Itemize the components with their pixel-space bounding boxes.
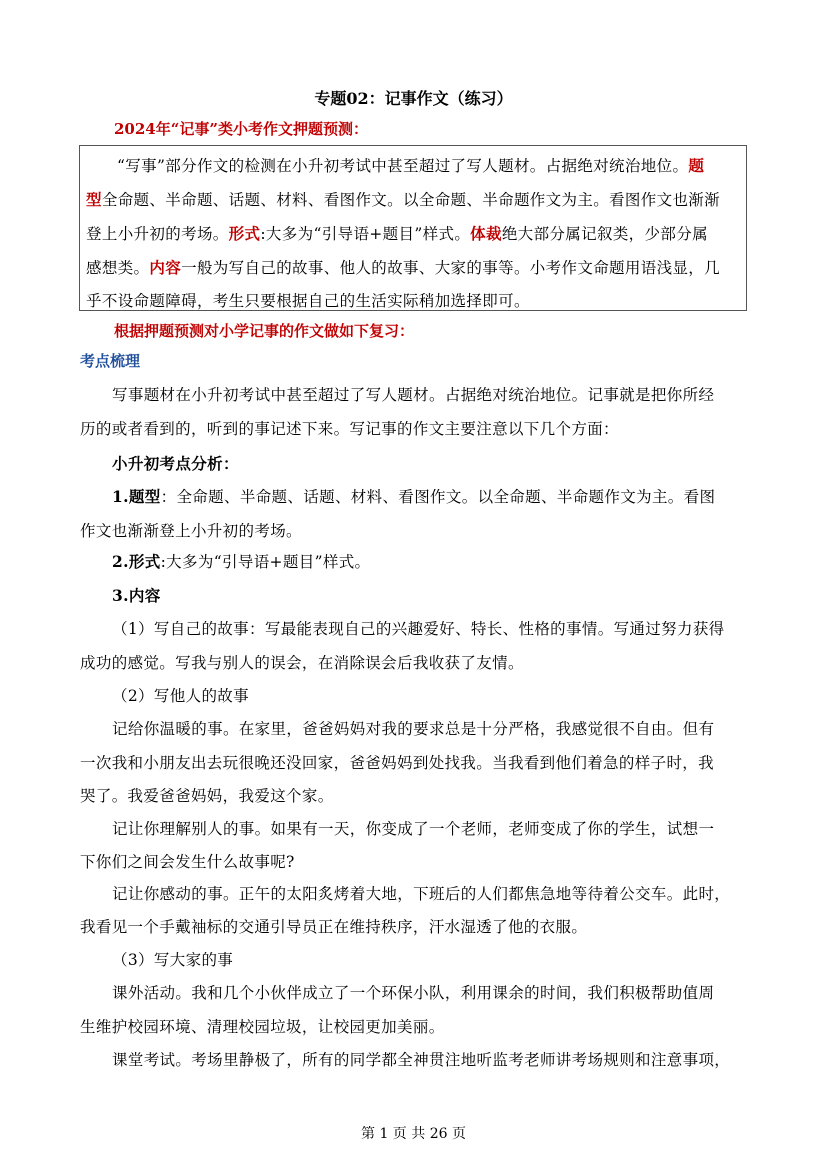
paragraph-line: 我看见一个手戴袖标的交通引导员正在维持秩序，汗水湿透了他的衣服。 xyxy=(80,918,588,936)
paragraph-line: 下你们之间会发生什么故事呢? xyxy=(80,853,295,871)
analysis-heading: 小升初考点分析： xyxy=(112,454,239,473)
paragraph-line: 记给你温暖的事。在家里，爸爸妈妈对我的要求总是十分严格，我感觉很不自由。但有 xyxy=(112,720,715,738)
paragraph-line: 记让你理解别人的事。如果有一天，你变成了一个老师，老师变成了你的学生，试想一 xyxy=(112,820,715,838)
paragraph-line: 课堂考试。考场里静极了，所有的同学都全神贯注地听监考老师讲考场规则和注意事项， xyxy=(112,1051,731,1069)
paragraph-line: 生维护校园环境、清理校园垃圾，让校园更加美丽。 xyxy=(80,1018,445,1036)
item-3: 3.内容 xyxy=(112,586,161,605)
item-2: 2.形式:大多为“引导语+题目”样式。 xyxy=(112,552,371,571)
paragraph-line: （1）写自己的故事：写最能表现自己的兴趣爱好、特长、性格的事情。写通过努力获得 xyxy=(112,620,725,638)
page-footer: 第 1 页 共 26 页 xyxy=(361,1126,466,1142)
box-line-1: “写事”部分作文的检测在小升初考试中甚至超过了写人题材。占据绝对统治地位。题 xyxy=(117,156,705,175)
paragraph-line: 记让你感动的事。正午的太阳炙烤着大地，下班后的人们都焦急地等待着公交车。此时， xyxy=(112,885,731,903)
prediction-box xyxy=(79,145,747,311)
paragraph-line: 写事题材在小升初考试中甚至超过了写人题材。占据绝对统治地位。记事就是把你所经 xyxy=(112,386,715,404)
review-heading: 根据押题预测对小学记事的作文做如下复习： xyxy=(114,322,415,340)
subheading-2: （2）写他人的故事 xyxy=(112,687,250,705)
box-line-3: 登上小升初的考场。形式:大多为“引导语+题目”样式。体裁绝大部分属记叙类，少部分属 xyxy=(86,224,708,243)
section-heading: 考点梳理 xyxy=(80,352,141,370)
paragraph-line: 一次我和小朋友出去玩很晚还没回家，爸爸妈妈到处找我。当我看到他们着急的样子时，我 xyxy=(80,754,715,772)
paragraph-line: 哭了。我爱爸爸妈妈，我爱这个家。 xyxy=(80,787,334,805)
box-line-4: 感想类。内容一般为写自己的故事、他人的故事、大家的事等。小考作文命题用语浅显，几 xyxy=(86,258,721,277)
page-title: 专题02：记事作文（练习） xyxy=(314,89,513,108)
box-line-5: 乎不设命题障碍，考生只要根据自己的生活实际稍加选择即可。 xyxy=(86,292,530,310)
paragraph-line: 历的或者看到的，听到的事记述下来。写记事的作文主要注意以下几个方面： xyxy=(80,420,619,438)
subheading-3: （3）写大家的事 xyxy=(112,951,234,969)
prediction-heading: 2024年“记事”类小考作文押题预测： xyxy=(114,120,369,138)
item-1: 1.题型：全命题、半命题、话题、材料、看图作文。以全命题、半命题作文为主。看图 xyxy=(112,487,716,506)
paragraph-line: 成功的感觉。写我与别人的误会，在消除误会后我收获了友情。 xyxy=(80,654,524,672)
paragraph-line: 作文也渐渐登上小升初的考场。 xyxy=(80,522,302,540)
paragraph-line: 课外活动。我和几个小伙伴成立了一个环保小队，利用课余的时间，我们积极帮助值周 xyxy=(112,984,715,1002)
box-line-2: 型全命题、半命题、话题、材料、看图作文。以全命题、半命题作文为主。看图作文也渐渐 xyxy=(86,190,721,209)
